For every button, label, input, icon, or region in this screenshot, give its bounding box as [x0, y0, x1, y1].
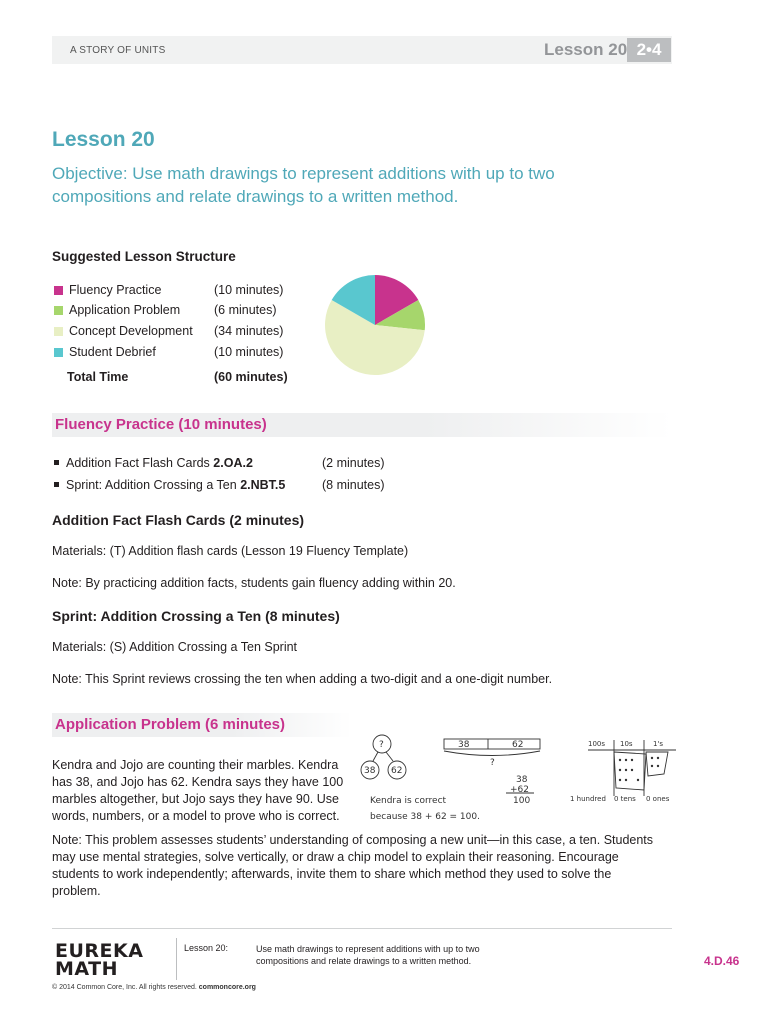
- flash-note: Note: By practicing addition facts, students gain fluency adding within 20.: [52, 576, 456, 590]
- explanation-line: because 38 + 62 = 100.: [370, 812, 480, 822]
- legend-label: Student Debrief: [69, 345, 156, 359]
- note-line: problem.: [52, 884, 101, 898]
- header-lesson: Lesson 20: [544, 40, 628, 59]
- swatch-application: [54, 306, 63, 315]
- footer-divider: [52, 928, 672, 929]
- chart-footer: 0 tens: [614, 795, 636, 803]
- standard-code: 2.OA.2: [213, 456, 253, 470]
- objective: Objective: Use math drawings to represent additions with up to two compositions and relate drawings to a written method.: [52, 164, 555, 206]
- site-link[interactable]: commoncore.org: [198, 984, 256, 991]
- chart-header: 10s: [620, 740, 633, 748]
- bullet-marker: [54, 482, 59, 487]
- note-line: Note: This problem assesses students’ understanding of composing a new unit—in this case, a ten. Students: [52, 833, 654, 847]
- legend-label: Fluency Practice: [69, 283, 162, 297]
- chart-header: 100s: [588, 740, 606, 748]
- sprint-note: Note: This Sprint reviews crossing the ten when adding a two-digit and a one-digit number.: [52, 672, 553, 686]
- legend-minutes: (10 minutes): [214, 283, 284, 297]
- fluency-bullet: [52, 456, 253, 470]
- problem-line: words, numbers, or a model to prove who is correct.: [52, 809, 340, 823]
- chart-footer: 0 ones: [646, 795, 670, 803]
- logo-line: EUREKA: [55, 940, 144, 962]
- page-number: 4.D.46: [704, 954, 740, 968]
- lesson-structure-pie: [322, 272, 428, 378]
- fluency-heading-box: [52, 413, 672, 437]
- bullet-text: Addition Fact Flash Cards: [66, 456, 214, 470]
- chart-footer: 1 hundred: [570, 795, 606, 803]
- structure-heading: Suggested Lesson Structure: [52, 249, 236, 264]
- eureka-math-logo: [55, 942, 143, 978]
- vertical-sum: 100: [513, 796, 531, 806]
- tape-question: ?: [490, 758, 495, 768]
- standard-code: 2.NBT.5: [240, 478, 286, 492]
- student-work-drawing: [356, 732, 676, 830]
- note-line: students to work independently; afterwards, invite them to share which method they used to solve the: [52, 867, 612, 881]
- page-title: Lesson 20: [52, 128, 155, 151]
- ten-group-loop: [614, 752, 646, 790]
- grade-module-badge: 2•4: [627, 38, 671, 62]
- legend-minutes: (6 minutes): [214, 303, 277, 317]
- copyright-text: © 2014 Common Core, Inc. All rights reserved.: [52, 984, 199, 991]
- swatch-fluency: [54, 286, 63, 295]
- footer-objective: Use math drawings to represent additions with up to two compositions and relate drawings to a written method.: [256, 944, 480, 966]
- swatch-debrief: [54, 348, 63, 357]
- ones-group-loop: [646, 752, 668, 776]
- bond-whole: ?: [379, 740, 384, 750]
- tape-brace: [444, 751, 540, 756]
- sprint-heading: Sprint: Addition Crossing a Ten (8 minutes): [52, 608, 340, 624]
- bullet-marker: [54, 460, 59, 465]
- vertical-addend: +62: [510, 785, 529, 795]
- tape-label: 62: [512, 740, 524, 750]
- copyright: [52, 984, 256, 991]
- legend-label: Application Problem: [69, 303, 181, 317]
- problem-line: has 38, and Jojo has 62. Kendra says they have 100: [52, 775, 344, 789]
- bond-part: 38: [364, 766, 376, 776]
- footer-lesson: Lesson 20:: [184, 943, 229, 953]
- vertical-addend: 38: [516, 775, 528, 785]
- total-label: Total Time: [67, 370, 129, 384]
- sprint-materials: Materials: (S) Addition Crossing a Ten Sprint: [52, 640, 298, 654]
- total-minutes: (60 minutes): [214, 370, 288, 384]
- footer-vertical-divider: [176, 938, 177, 980]
- legend-minutes: (34 minutes): [214, 324, 284, 338]
- bond-part: 62: [391, 766, 403, 776]
- fluency-bullet: [52, 478, 285, 492]
- note-line: may use mental strategies, solve vertically, or draw a chip model to explain their reasoning. Encourage: [52, 850, 619, 864]
- logo-line: MATH: [55, 958, 118, 980]
- explanation-line: Kendra is correct: [370, 796, 447, 806]
- tape-label: 38: [458, 740, 470, 750]
- problem-line: marbles altogether, but Jojo says they have 90. Use: [52, 792, 339, 806]
- chart-header: 1's: [653, 740, 664, 748]
- fluency-heading: Fluency Practice (10 minutes): [55, 416, 267, 433]
- flash-heading: Addition Fact Flash Cards (2 minutes): [52, 512, 305, 528]
- application-heading-box: [52, 713, 352, 737]
- legend-minutes: (10 minutes): [214, 345, 284, 359]
- problem-line: Kendra and Jojo are counting their marbles. Kendra: [52, 758, 339, 772]
- series-label: A STORY OF UNITS: [70, 45, 166, 56]
- bullet-text: Sprint: Addition Crossing a Ten: [66, 478, 241, 492]
- bullet-minutes: (2 minutes): [322, 456, 385, 470]
- swatch-concept: [54, 327, 63, 336]
- bullet-minutes: (8 minutes): [322, 478, 385, 492]
- legend-label: Concept Development: [69, 324, 193, 338]
- flash-materials: Materials: (T) Addition flash cards (Lesson 19 Fluency Template): [52, 544, 409, 558]
- application-heading: Application Problem (6 minutes): [55, 716, 286, 733]
